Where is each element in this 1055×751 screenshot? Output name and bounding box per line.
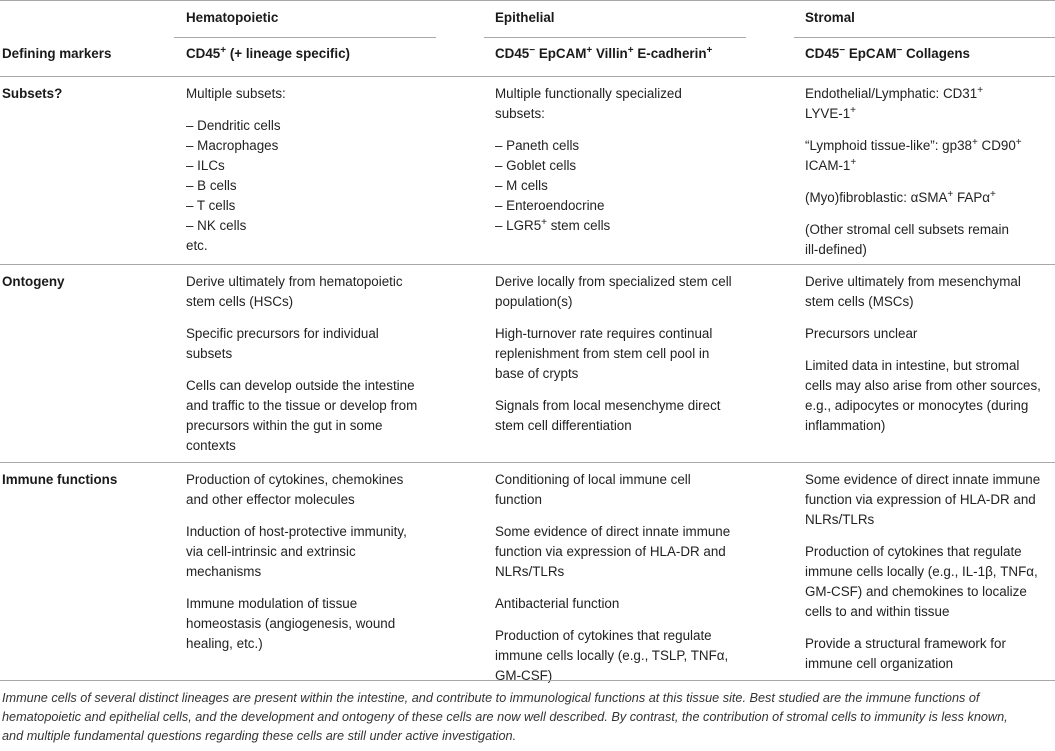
text-run: GM-CSF)	[495, 668, 553, 683]
cell-text-line	[495, 594, 730, 614]
cell-text-line	[805, 602, 1040, 622]
cell-text-line	[805, 292, 1041, 312]
text-run: inflammation)	[805, 418, 886, 433]
text-run: etc.	[186, 238, 208, 253]
text-run: GM-CSF) and chemokines to localize	[805, 584, 1027, 599]
text-run: (Myo)fibroblastic: αSMA	[805, 190, 948, 205]
cell-text-line	[186, 614, 407, 634]
text-run: population(s)	[495, 294, 573, 309]
cell-text-line	[186, 522, 407, 542]
text-run: Specific precursors for individual	[186, 326, 379, 341]
text-run: Multiple functionally specialized	[495, 86, 682, 101]
text-run: stem cells	[547, 218, 611, 233]
text-run: (+ lineage specific)	[226, 46, 351, 61]
cell-paragraph	[805, 272, 1041, 312]
text-run: Precursors unclear	[805, 326, 918, 341]
cell-defining-markers-hematopoietic	[186, 44, 350, 64]
cell-paragraph	[805, 324, 1041, 344]
cell-text-line	[495, 646, 730, 666]
cell-text-line	[186, 292, 417, 312]
superscript: +	[627, 45, 634, 56]
text-run: Conditioning of local immune cell	[495, 472, 691, 487]
cell-ontogeny-stromal	[805, 272, 1041, 436]
table-footnote	[2, 689, 1052, 746]
text-run: FAPα	[953, 190, 991, 205]
text-run: immune cells locally (e.g., TSLP, TNFα,	[495, 648, 729, 663]
cell-text-line	[186, 416, 417, 436]
text-run: function via expression of HLA-DR and	[495, 544, 726, 559]
cell-text-line	[805, 582, 1040, 602]
text-run: – Goblet cells	[495, 158, 577, 173]
text-run: LYVE-1	[805, 106, 851, 121]
cell-text-line	[805, 562, 1040, 582]
cell-text-line	[805, 416, 1041, 436]
cell-text-line	[805, 136, 1022, 156]
text-run: function	[495, 492, 542, 507]
text-run: base of crypts	[495, 366, 579, 381]
column-header-underline-hematopoietic	[174, 37, 436, 38]
text-run: CD45	[186, 46, 221, 61]
text-run: stem cell differentiation	[495, 418, 632, 433]
cell-paragraph	[495, 594, 730, 614]
cell-text-line	[495, 272, 732, 292]
text-run: and traffic to the tissue or develop from	[186, 398, 418, 413]
cell-text-line	[495, 542, 730, 562]
cell-text-line	[495, 522, 730, 542]
cell-text-line	[495, 104, 682, 124]
row-label-ontogeny: Ontogeny	[2, 274, 65, 289]
cell-text-line	[495, 324, 732, 344]
text-run: – B cells	[186, 178, 237, 193]
row-label-subsets: Subsets?	[2, 86, 63, 101]
text-run: healing, etc.)	[186, 636, 263, 651]
text-run: – ILCs	[186, 158, 225, 173]
cell-text-line	[495, 196, 682, 216]
text-run: Production of cytokines that regulate	[805, 544, 1022, 559]
cell-text-line	[186, 272, 417, 292]
cell-text-line	[495, 396, 732, 416]
superscript: +	[541, 217, 547, 228]
text-run: and other effector molecules	[186, 492, 355, 507]
superscript: +	[947, 189, 954, 200]
cell-text-line	[805, 44, 970, 64]
cell-ontogeny-hematopoietic	[186, 272, 417, 456]
cell-text-line	[186, 176, 286, 196]
cell-text-line	[495, 364, 732, 384]
cell-text-line	[805, 156, 1022, 176]
cell-text-line	[805, 654, 1040, 674]
text-run: – T cells	[186, 198, 236, 213]
cell-text-line	[186, 236, 286, 256]
cell-text-line	[495, 344, 732, 364]
text-run: – Paneth cells	[495, 138, 580, 153]
superscript: +	[706, 45, 713, 56]
cell-text-line	[495, 156, 682, 176]
cell-text-line	[495, 292, 732, 312]
cell-paragraph	[186, 522, 407, 582]
text-run: Signals from local mesenchyme direct	[495, 398, 721, 413]
text-run: CD45	[805, 46, 840, 61]
superscript: +	[850, 157, 857, 168]
text-run: precursors within the gut in some	[186, 418, 383, 433]
text-run: immune cells locally (e.g., IL-1β, TNFα,	[805, 564, 1038, 579]
cell-text-line	[186, 396, 417, 416]
cell-text-line	[186, 156, 286, 176]
footnote-line: hematopoietic and epithelial cells, and the development and ontogeny of these cells are now well described. By contrast, the contribution of stromal cells to immunity is less known,	[2, 710, 1008, 724]
text-run: Collagens	[902, 46, 970, 61]
cell-subsets-epithelial	[495, 84, 682, 236]
cell-paragraph	[805, 542, 1040, 622]
table-top-rule	[0, 0, 1055, 1]
text-run: replenishment from stem cell pool in	[495, 346, 710, 361]
cell-paragraph	[186, 470, 407, 510]
text-run: via cell-intrinsic and extrinsic	[186, 544, 356, 559]
text-run: Antibacterial function	[495, 596, 620, 611]
text-run: stem cells (HSCs)	[186, 294, 294, 309]
text-run: Villin	[592, 46, 628, 61]
cell-text-line	[186, 470, 407, 490]
text-run: – Dendritic cells	[186, 118, 281, 133]
cell-text-line	[805, 104, 1022, 124]
text-run: subsets:	[495, 106, 545, 121]
text-run: cells to and within tissue	[805, 604, 950, 619]
text-run: Endothelial/Lymphatic: CD31	[805, 86, 978, 101]
text-run: contexts	[186, 438, 236, 453]
text-run: Some evidence of direct innate immune	[805, 472, 1041, 487]
cell-paragraph	[186, 84, 286, 104]
cell-text-line	[186, 490, 407, 510]
cell-text-line	[805, 240, 1022, 260]
cell-paragraph	[495, 522, 730, 582]
text-run: Production of cytokines that regulate	[495, 628, 712, 643]
text-run: mechanisms	[186, 564, 262, 579]
cell-text-line	[186, 376, 417, 396]
cell-immune-functions-hematopoietic	[186, 470, 407, 654]
cell-paragraph	[495, 470, 730, 510]
text-run: – Macrophages	[186, 138, 279, 153]
cell-paragraph	[805, 136, 1022, 176]
text-run: (Other stromal cell subsets remain	[805, 222, 1009, 237]
cell-text-line	[186, 216, 286, 236]
cell-text-line	[805, 490, 1040, 510]
cell-text-line	[495, 490, 730, 510]
text-run: Some evidence of direct innate immune	[495, 524, 731, 539]
cell-text-line	[186, 436, 417, 456]
text-run: CD90	[977, 138, 1016, 153]
text-run: NLRs/TLRs	[495, 564, 565, 579]
cell-text-line	[805, 84, 1022, 104]
text-run: – LGR5	[495, 218, 542, 233]
text-run: ICAM-1	[805, 158, 851, 173]
text-run: function via expression of HLA-DR and	[805, 492, 1036, 507]
text-run: EpCAM	[845, 46, 897, 61]
cell-defining-markers-stromal	[805, 44, 970, 64]
column-header-epithelial: Epithelial	[495, 10, 555, 25]
text-run: e.g., adipocytes or monocytes (during	[805, 398, 1029, 413]
superscript: +	[586, 45, 593, 56]
cell-subsets-hematopoietic	[186, 84, 286, 256]
cell-text-line	[186, 44, 350, 64]
superscript: +	[220, 45, 227, 56]
cell-text-line	[186, 324, 417, 344]
cell-paragraph	[805, 188, 1022, 208]
text-run: Production of cytokines, chemokines	[186, 472, 404, 487]
footnote-line: Immune cells of several distinct lineages are present within the intestine, and contribute to immunological functions at this tissue site. Best studied are the immune functions of	[2, 691, 980, 705]
text-run: stem cells (MSCs)	[805, 294, 914, 309]
cell-text-line	[805, 272, 1041, 292]
text-run: – NK cells	[186, 218, 247, 233]
cell-paragraph	[495, 272, 732, 312]
cell-text-line	[186, 136, 286, 156]
cell-text-line	[805, 396, 1041, 416]
cell-text-line	[805, 324, 1041, 344]
text-run: ill-defined)	[805, 242, 867, 257]
cell-immune-functions-epithelial	[495, 470, 730, 686]
cell-subsets-stromal	[805, 84, 1022, 260]
text-run: CD45	[495, 46, 530, 61]
row-divider	[0, 76, 1055, 77]
row-divider	[0, 462, 1055, 463]
cell-text-line	[495, 666, 730, 686]
cell-text-line	[805, 542, 1040, 562]
cell-text-line	[495, 626, 730, 646]
cell-text-line	[495, 470, 730, 490]
text-run: NLRs/TLRs	[805, 512, 875, 527]
superscript: +	[850, 105, 856, 116]
cell-paragraph	[495, 324, 732, 384]
cell-text-line	[805, 470, 1040, 490]
cell-text-line	[186, 634, 407, 654]
text-run: – Enteroendocrine	[495, 198, 605, 213]
table-bottom-rule	[0, 680, 1055, 681]
text-run: Derive ultimately from hematopoietic	[186, 274, 403, 289]
cell-text-line	[186, 116, 286, 136]
cell-text-line	[186, 84, 286, 104]
text-run: homeostasis (angiogenesis, wound	[186, 616, 396, 631]
column-header-stromal: Stromal	[805, 10, 855, 25]
column-header-underline-epithelial	[484, 37, 746, 38]
text-run: High-turnover rate requires continual	[495, 326, 713, 341]
text-run: immune cell organization	[805, 656, 954, 671]
text-run: Provide a structural framework for	[805, 636, 1006, 651]
cell-paragraph	[186, 594, 407, 654]
text-run: Limited data in intestine, but stromal	[805, 358, 1020, 373]
text-run: EpCAM	[535, 46, 587, 61]
text-run: Derive locally from specialized stem cell	[495, 274, 732, 289]
text-run: “Lymphoid tissue-like”: gp38	[805, 138, 972, 153]
superscript: +	[990, 189, 996, 200]
row-divider	[0, 264, 1055, 265]
cell-text-line	[495, 84, 682, 104]
cell-paragraph	[186, 324, 417, 364]
text-run: – M cells	[495, 178, 548, 193]
superscript: −	[839, 45, 846, 56]
text-run: Cells can develop outside the intestine	[186, 378, 415, 393]
cell-immune-functions-stromal	[805, 470, 1040, 674]
cell-text-line	[805, 634, 1040, 654]
cell-text-line	[805, 376, 1041, 396]
cell-paragraph	[805, 84, 1022, 124]
column-header-underline-stromal	[794, 37, 1055, 38]
cell-text-line	[805, 188, 1022, 208]
cell-paragraph	[186, 116, 286, 256]
cell-paragraph	[186, 376, 417, 456]
cell-text-line	[186, 344, 417, 364]
cell-paragraph	[805, 470, 1040, 530]
superscript: +	[971, 137, 978, 148]
cell-ontogeny-epithelial	[495, 272, 732, 436]
cell-text-line	[495, 136, 682, 156]
cell-text-line	[495, 216, 682, 236]
text-run: Induction of host-protective immunity,	[186, 524, 407, 539]
cell-paragraph	[805, 634, 1040, 674]
cell-paragraph	[495, 396, 732, 436]
superscript: −	[896, 45, 903, 56]
superscript: −	[529, 45, 536, 56]
text-run: cells may also arise from other sources,	[805, 378, 1041, 393]
cell-paragraph	[186, 272, 417, 312]
cell-text-line	[495, 176, 682, 196]
cell-paragraph	[495, 84, 682, 124]
text-run: subsets	[186, 346, 233, 361]
cell-text-line	[186, 542, 407, 562]
footnote-line: and multiple fundamental questions regarding these cells are still under active investigation.	[2, 729, 517, 743]
cell-text-line	[805, 356, 1041, 376]
cell-text-line	[495, 416, 732, 436]
cell-text-line	[186, 562, 407, 582]
cell-text-line	[805, 510, 1040, 530]
superscript: +	[1015, 137, 1022, 148]
column-header-hematopoietic: Hematopoietic	[186, 10, 279, 25]
text-run: Immune modulation of tissue	[186, 596, 358, 611]
text-run: Multiple subsets:	[186, 86, 286, 101]
cell-paragraph	[805, 356, 1041, 436]
superscript: +	[977, 85, 984, 96]
row-label-defining-markers: Defining markers	[2, 46, 112, 61]
cell-paragraph	[495, 626, 730, 686]
cell-paragraph	[805, 220, 1022, 260]
cell-text-line	[186, 594, 407, 614]
cell-paragraph	[495, 136, 682, 236]
cell-defining-markers-epithelial	[495, 44, 712, 64]
cell-text-line	[805, 220, 1022, 240]
text-run: Derive ultimately from mesenchymal	[805, 274, 1021, 289]
text-run: E-cadherin	[633, 46, 707, 61]
cell-text-line	[495, 562, 730, 582]
row-label-immune-functions: Immune functions	[2, 472, 118, 487]
cell-text-line	[495, 44, 712, 64]
cell-text-line	[186, 196, 286, 216]
